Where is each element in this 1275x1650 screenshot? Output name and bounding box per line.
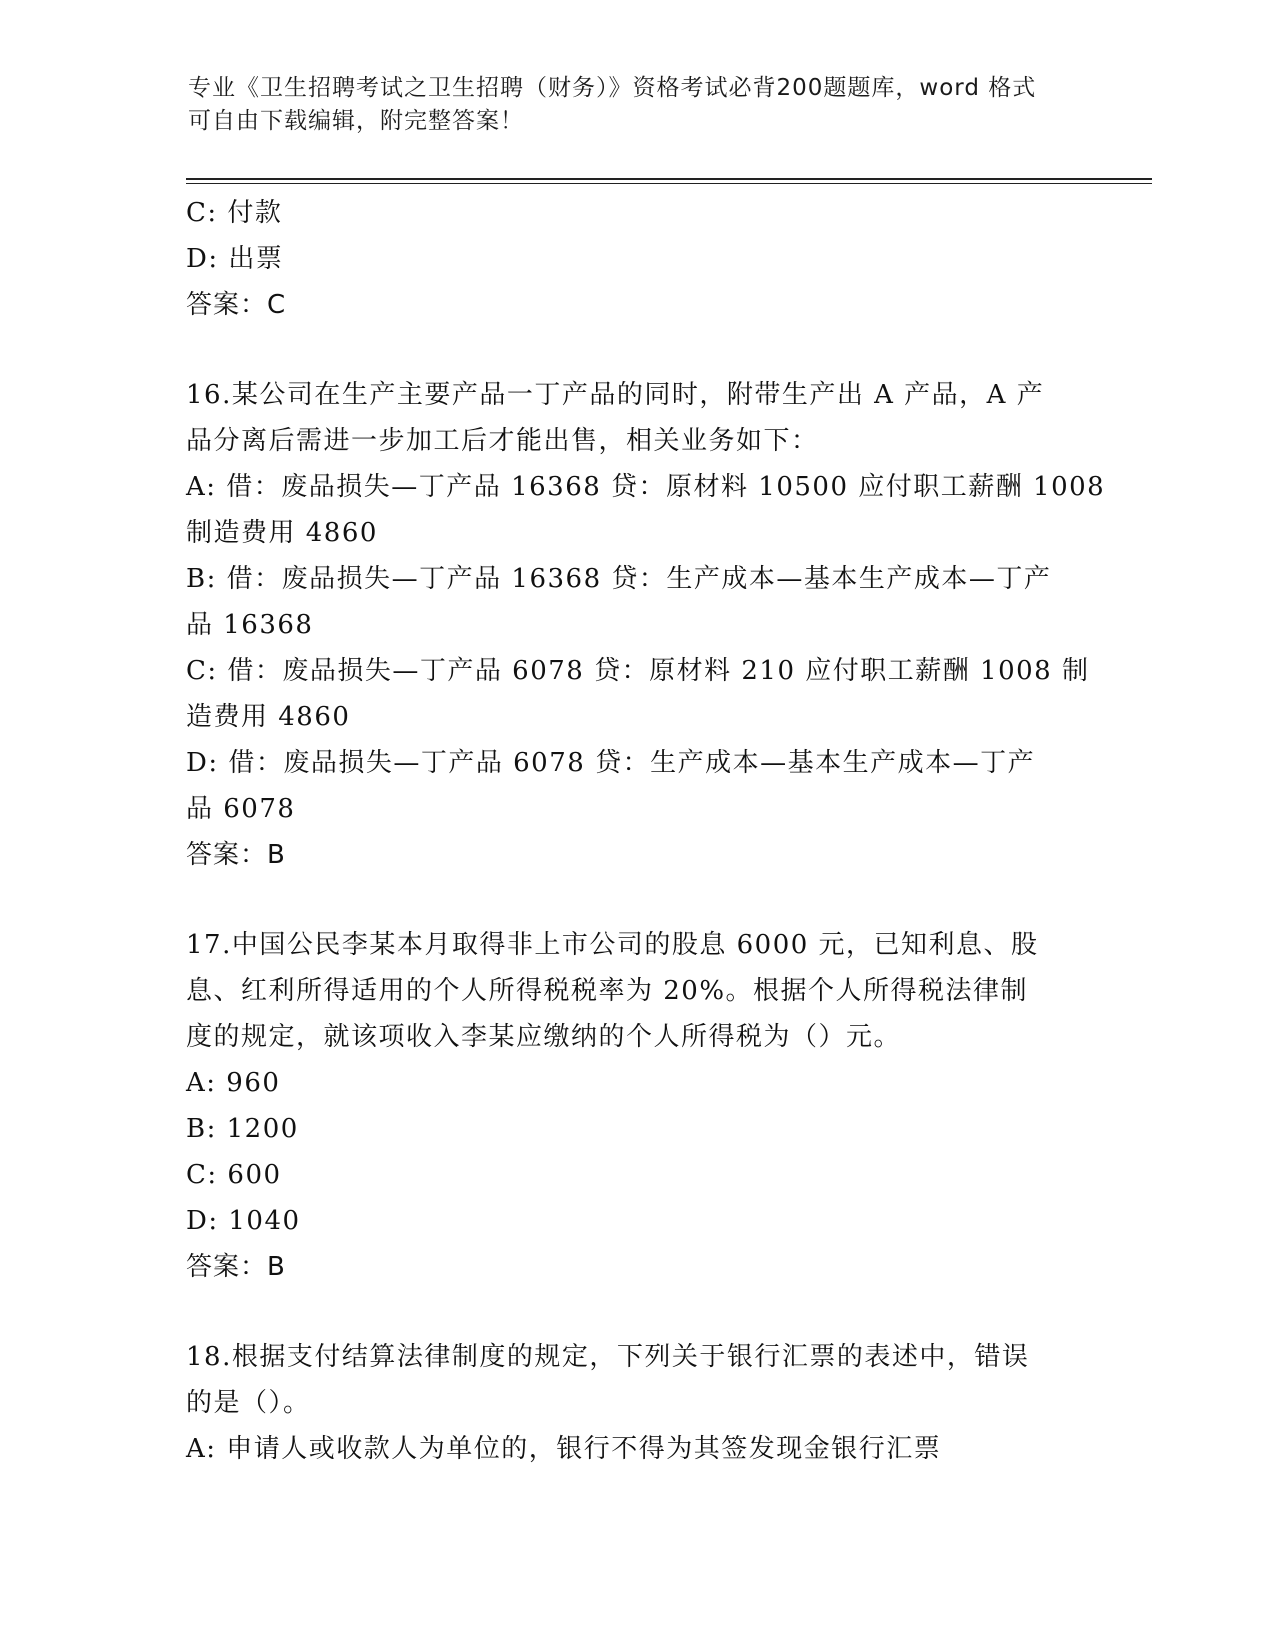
option-line: C: 付款 [186, 198, 283, 228]
question-content [186, 190, 1106, 1472]
option-line: 制造费用 4860 [186, 518, 378, 548]
question-block [186, 190, 1086, 328]
header-divider-thin [186, 183, 1152, 184]
question-text-line: 度的规定，就该项收入李某应缴纳的个人所得税为（）元。 [186, 1022, 902, 1052]
question-text-line: 17.中国公民李某本月取得非上市公司的股息 6000 元，已知利息、股 [186, 930, 1039, 960]
question-text-line: 品分离后需进一步加工后才能出售，相关业务如下： [186, 426, 819, 456]
question-text-line: 18.根据支付结算法律制度的规定，下列关于银行汇票的表述中，错误 [186, 1342, 1030, 1372]
answer-line: 答案：C [186, 290, 287, 320]
question-text-line: 的是（）。 [186, 1388, 311, 1418]
question-text-line: 16.某公司在生产主要产品一丁产品的同时，附带生产出 A 产品，A 产 [186, 380, 1045, 410]
answer-line: 答案：B [186, 840, 286, 870]
option-line: D: 1040 [186, 1206, 301, 1236]
question-block [186, 372, 1106, 878]
header-divider-thick [186, 178, 1152, 180]
question-block [186, 922, 1086, 1290]
option-line: C: 600 [186, 1160, 282, 1190]
option-line: 品 6078 [186, 794, 296, 824]
option-line: B: 借：废品损失—丁产品 16368 贷：生产成本—基本生产成本—丁产 [186, 564, 1052, 594]
block-spacer [186, 328, 1086, 372]
option-line: B: 1200 [186, 1114, 299, 1144]
option-line: 造费用 4860 [186, 702, 351, 732]
option-line: D: 借：废品损失—丁产品 6078 贷：生产成本—基本生产成本—丁产 [186, 748, 1036, 778]
option-line: 品 16368 [186, 610, 314, 640]
answer-line: 答案：B [186, 1252, 286, 1282]
option-line: D: 出票 [186, 244, 284, 274]
block-spacer [186, 1290, 1086, 1334]
page-header [188, 72, 1068, 138]
option-line: C: 借：废品损失—丁产品 6078 贷：原材料 210 应付职工薪酬 1008 制 [186, 656, 1090, 686]
option-line: A: 申请人或收款人为单位的，银行不得为其签发现金银行汇票 [186, 1434, 942, 1464]
header-line-1: 专业《卫生招聘考试之卫生招聘（财务）》资格考试必背200题题库，word 格式 [188, 75, 1037, 101]
question-text-line: 息、红利所得适用的个人所得税税率为 20%。根据个人所得税法律制 [186, 976, 1029, 1006]
option-line: A: 借：废品损失—丁产品 16368 贷：原材料 10500 应付职工薪酬 1008 [186, 472, 1106, 502]
question-block [186, 1334, 1086, 1472]
header-line-2: 可自由下载编辑，附完整答案！ [188, 108, 524, 134]
block-spacer [186, 878, 1086, 922]
option-line: A: 960 [186, 1068, 281, 1098]
